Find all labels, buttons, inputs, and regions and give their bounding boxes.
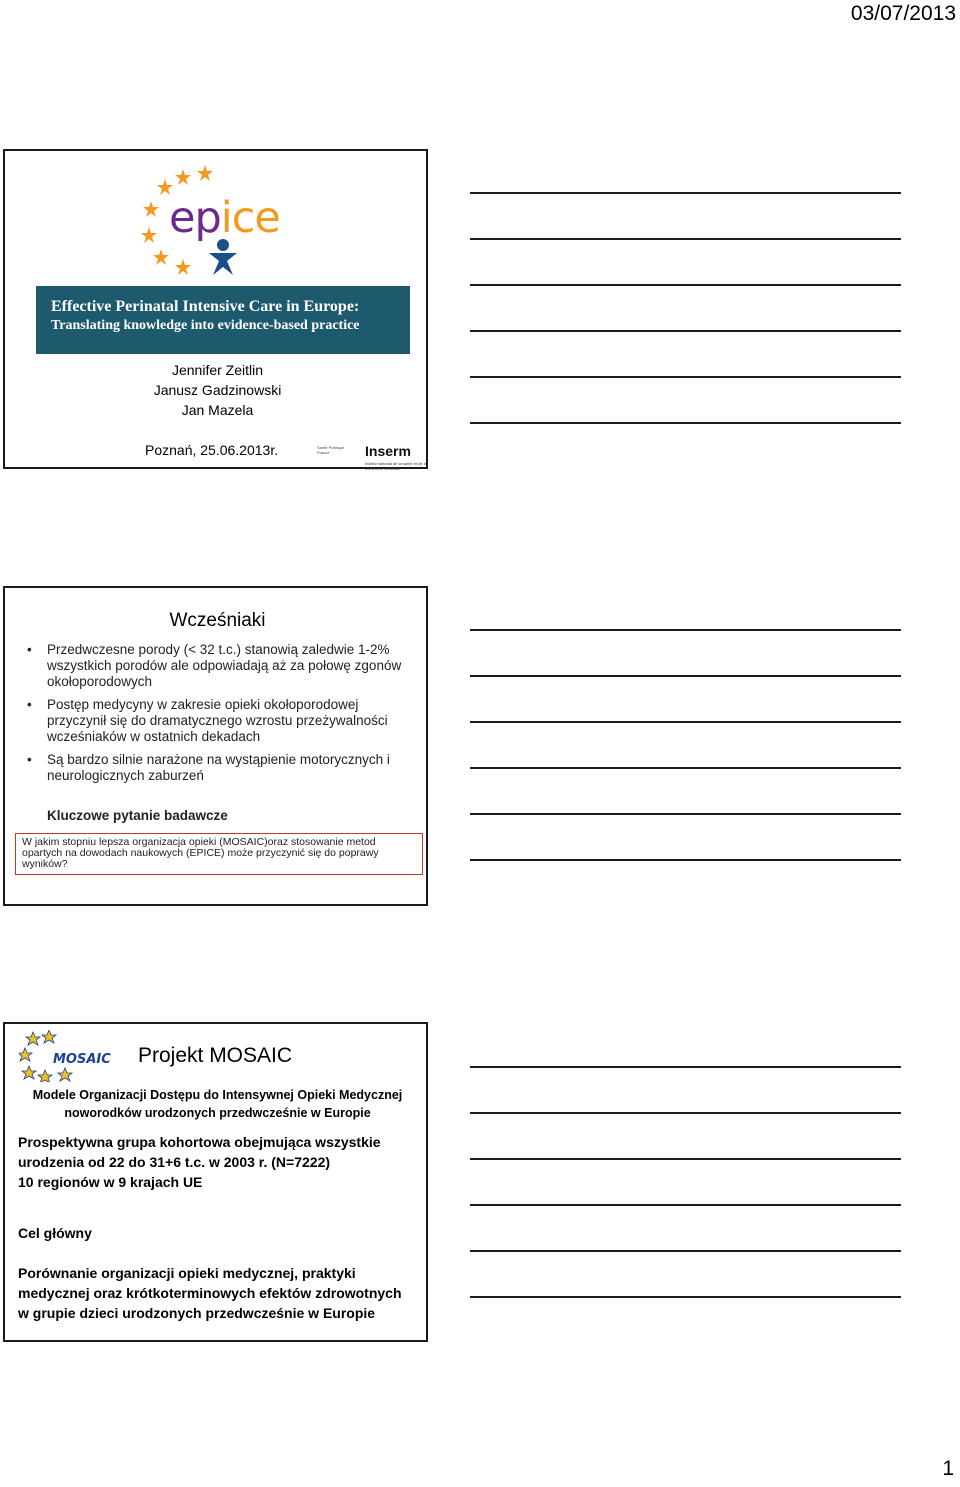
subtitle-line: Modele Organizacji Dostępu do Intensywnej Opieki Medycznej xyxy=(32,1088,403,1102)
text-line: Porównanie organizacji opieki medycznej, praktyki xyxy=(18,1265,356,1281)
text-line: Prospektywna grupa kohortowa obejmująca wszystkie xyxy=(18,1134,381,1150)
slide-2 xyxy=(3,586,428,906)
epice-logo xyxy=(137,165,297,277)
title-banner xyxy=(36,286,410,354)
list-item: • Postęp medycyny w zakresie opieki okołoporodowej przyczynił się do dramatycznego wzrostu przeżywalności wcześniaków w ostatnich dekadach xyxy=(27,697,388,744)
bullet-list xyxy=(25,642,420,791)
key-question-box: W jakim stopniu lepsza organizacja opieki (MOSAIC)oraz stosowanie metod opartych na dowodach naukowych (EPICE) może przyczynić się do poprawy wyników? xyxy=(15,833,423,875)
bullet-icon: • xyxy=(27,752,32,767)
slide-1 xyxy=(3,149,428,469)
place-date: Poznań, 25.06.2013r. xyxy=(145,442,279,458)
banner-title: Effective Perinatal Intensive Care in Europe: xyxy=(51,298,360,315)
mosaic-wordmark: MOSAIC xyxy=(53,1052,111,1067)
mosaic-logo xyxy=(19,1030,119,1082)
goal-label: Cel główny xyxy=(18,1225,92,1241)
author: Janusz Gadzinowski xyxy=(153,382,282,398)
slide-title: Wcześniaki xyxy=(169,610,266,631)
slide-title: Projekt MOSAIC xyxy=(138,1044,293,1067)
cohort-description xyxy=(18,1132,423,1192)
list-item: • Są bardzo silnie narażone na wystąpienie motorycznych i neurologicznych zaburzeń xyxy=(27,752,390,783)
banner-subtitle: Translating knowledge into evidence-based practice xyxy=(51,318,360,333)
inserm-subtitle: Institut national de la santé et de la recherche médicale xyxy=(365,461,427,471)
author: Jennifer Zeitlin xyxy=(171,362,264,378)
partner-small-logo: Santé Publique France xyxy=(317,445,345,455)
page-date: 03/07/2013 xyxy=(850,2,956,25)
project-subtitle xyxy=(5,1086,430,1122)
logo-wordmark: epice xyxy=(169,193,280,243)
text-line: medycznej oraz krótkoterminowych efektów zdrowotnych xyxy=(18,1285,402,1301)
inserm-logo: Inserm xyxy=(365,443,411,459)
goal-description xyxy=(18,1263,423,1323)
authors-list xyxy=(5,360,430,420)
slide-3 xyxy=(3,1022,428,1342)
subtitle-line: noworodków urodzonych przedwcześnie w Europie xyxy=(64,1106,371,1120)
text-line: w grupie dzieci urodzonych przedwcześnie w Europie xyxy=(18,1305,376,1321)
key-question-label: Kluczowe pytanie badawcze xyxy=(47,808,228,823)
author: Jan Mazela xyxy=(181,402,254,418)
bullet-icon: • xyxy=(27,642,32,657)
text-line: urodzenia od 22 do 31+6 t.c. w 2003 r. (N=7222) xyxy=(18,1154,331,1170)
list-item: • Przedwczesne porody (< 32 t.c.) stanowią zaledwie 1-2% wszystkich porodów ale odpowiadają aż za połowę zgonów okołoporodowych xyxy=(27,642,402,689)
bullet-icon: • xyxy=(27,697,32,712)
text-line: 10 regionów w 9 krajach UE xyxy=(18,1174,203,1190)
page-number: 1 xyxy=(942,1457,954,1480)
